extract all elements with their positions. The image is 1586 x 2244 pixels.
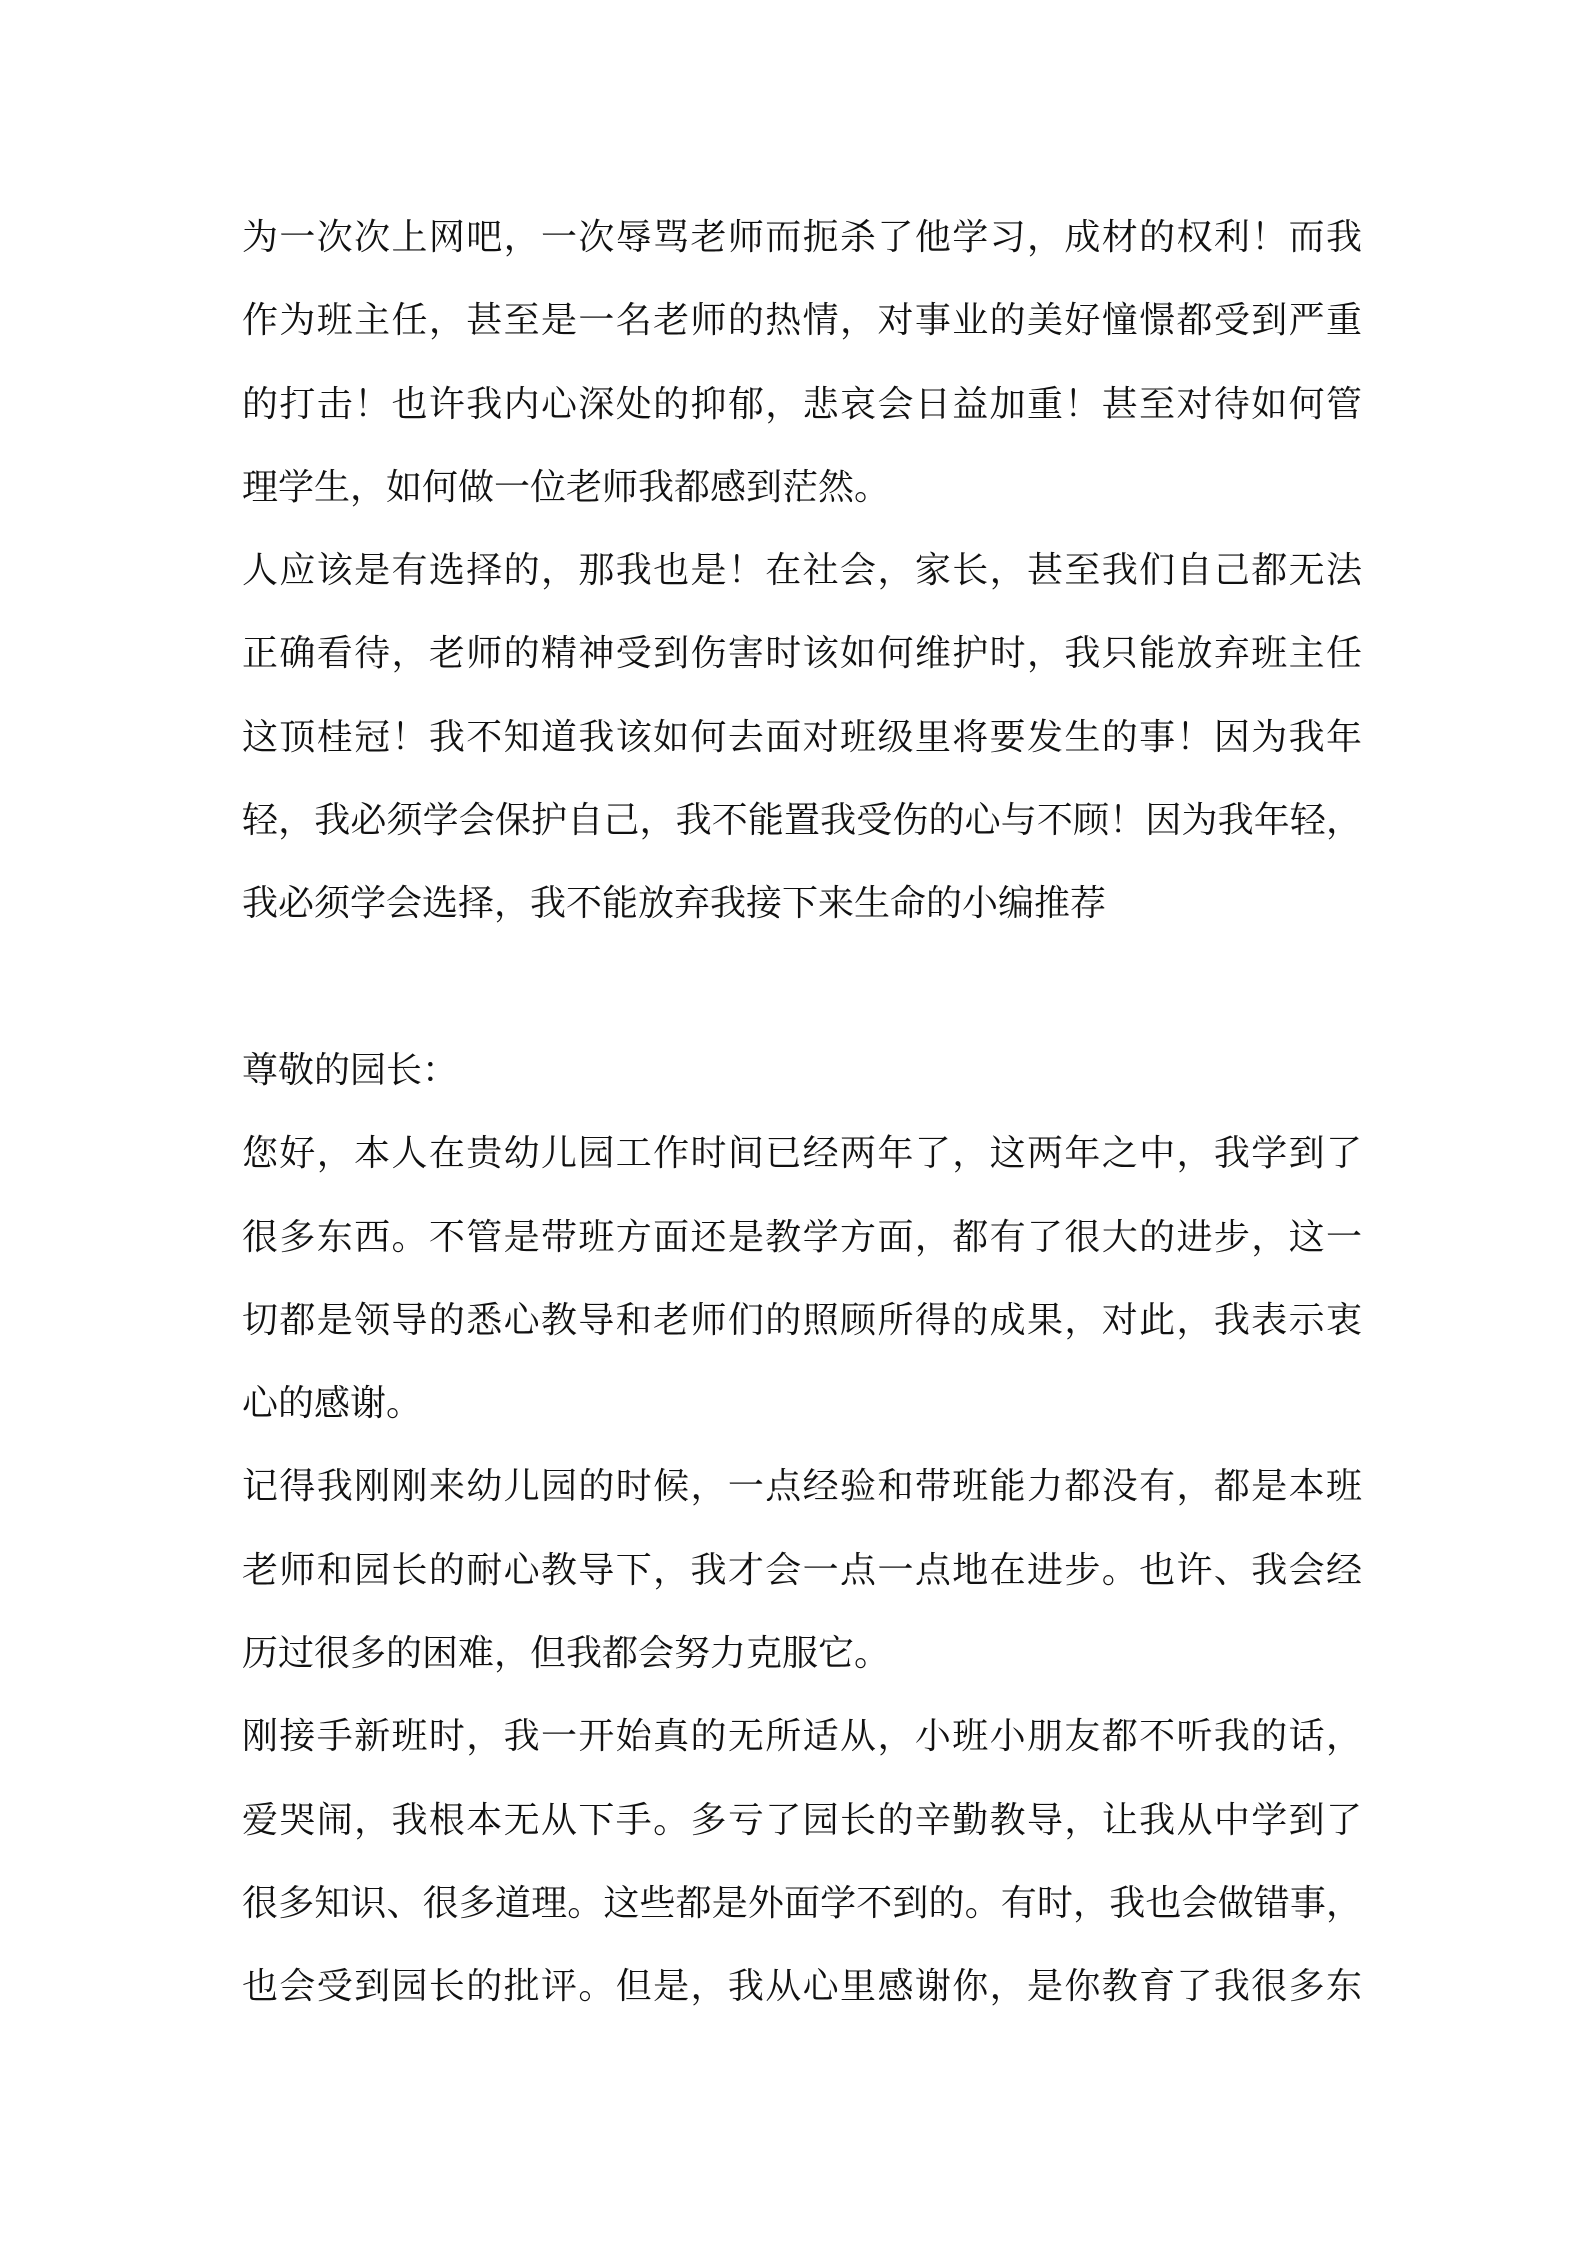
text-line: 这顶桂冠！我不知道我该如何去面对班级里将要发生的事！因为我年 <box>242 716 1362 758</box>
section-spacer <box>242 946 1362 1029</box>
text-line: 轻，我必须学会保护自己，我不能置我受伤的心与不顾！因为我年轻， <box>242 800 1362 842</box>
text-line: 您好，本人在贵幼儿园工作时间已经两年了，这两年之中，我学到了 <box>242 1133 1362 1175</box>
text-line: 很多东西。不管是带班方面还是教学方面，都有了很大的进步，这一 <box>242 1216 1362 1258</box>
text-line: 历过很多的困难，但我都会努力克服它。 <box>242 1633 891 1675</box>
paragraph <box>242 1112 1362 1445</box>
text-line: 切都是领导的悉心教导和老师们的照顾所得的成果，对此，我表示衷 <box>242 1299 1362 1341</box>
text-line: 爱哭闹，我根本无从下手。多亏了园长的辛勤教导，让我从中学到了 <box>242 1799 1362 1841</box>
paragraph <box>242 1445 1362 1695</box>
text-line: 为一次次上网吧，一次辱骂老师而扼杀了他学习，成材的权利！而我 <box>242 217 1362 258</box>
text-line: 人应该是有选择的，那我也是！在社会，家长，甚至我们自己都无法 <box>242 550 1362 592</box>
text-line: 很多知识、很多道理。这些都是外面学不到的。有时，我也会做错事， <box>242 1882 1362 1924</box>
text-line: 我必须学会选择，我不能放弃我接下来生命的小编推荐 <box>242 883 1107 925</box>
text-line: 作为班主任，甚至是一名老师的热情，对事业的美好憧憬都受到严重 <box>242 300 1362 342</box>
salutation: 尊敬的园长： <box>242 1049 459 1091</box>
paragraph <box>242 529 1362 945</box>
text-line: 的打击！也许我内心深处的抑郁，悲哀会日益加重！甚至对待如何管 <box>242 383 1362 425</box>
paragraph <box>242 1695 1362 2028</box>
text-line: 正确看待，老师的精神受到伤害时该如何维护时，我只能放弃班主任 <box>242 633 1362 675</box>
text-line: 理学生，如何做一位老师我都感到茫然。 <box>242 466 891 508</box>
text-line: 老师和园长的耐心教导下，我才会一点一点地在进步。也许、我会经 <box>242 1549 1362 1591</box>
document-body <box>242 196 1362 2029</box>
text-line: 刚接手新班时，我一开始真的无所适从，小班小朋友都不听我的话， <box>242 1716 1362 1758</box>
text-line: 也会受到园长的批评。但是，我从心里感谢你，是你教育了我很多东 <box>242 1966 1362 2008</box>
text-line: 心的感谢。 <box>242 1383 423 1425</box>
text-line: 记得我刚刚来幼儿园的时候，一点经验和带班能力都没有，都是本班 <box>242 1466 1362 1508</box>
paragraph <box>242 196 1362 529</box>
